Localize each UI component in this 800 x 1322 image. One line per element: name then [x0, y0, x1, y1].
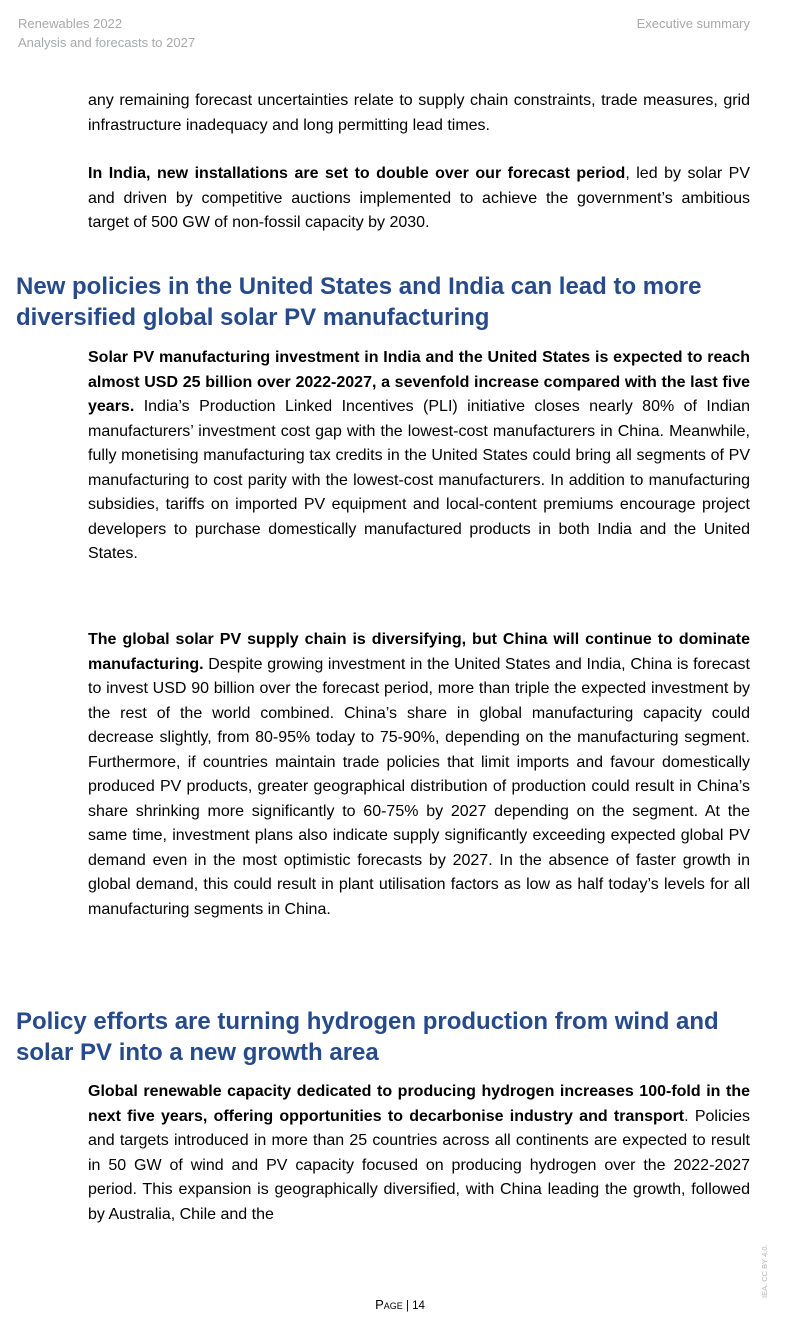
paragraph-3-lead: Solar PV manufacturing investment in India and the United States is expected to reach almost USD 25 billion over 2022-2027, a sevenfold increase compared with the last five years. [88, 349, 750, 415]
paragraph-2 [88, 162, 750, 236]
paragraph-2-text: , led by solar PV and driven by competitive auctions implemented to achieve the government’s ambitious target of 500 GW of non-fossil capacity by 2030. [88, 165, 751, 231]
section-heading-solar-pv: New policies in the United States and India can lead to more diversified global solar PV manufacturing [16, 273, 702, 331]
section-name: Executive summary [636, 16, 750, 31]
paragraph-3 [88, 346, 750, 567]
paragraph-2-lead: In India, new installations are set to double over our forecast period [88, 165, 626, 182]
paragraph-5-lead: Global renewable capacity dedicated to producing hydrogen increases 100-fold in the next five years, offering opportunities to decarbonise industry and transport [88, 1083, 750, 1125]
page-number-value: 14 [412, 1300, 425, 1312]
page-separator: | [402, 1300, 413, 1312]
paragraph-5-text: . Policies and targets introduced in more than 25 countries across all continents are expected to result in 50 GW of wind and PV capacity focused on producing hydrogen over the 2022-2027 period. This expansion is geographically diversified, with China leading the growth, followed by Australia, Chile and the [88, 1107, 750, 1223]
doc-title: Renewables 2022 [18, 16, 123, 31]
page-number [0, 1297, 800, 1312]
paragraph-1 [88, 89, 750, 138]
paragraph-4 [88, 628, 750, 922]
license-notice: IEA. CC BY 4.0. [760, 1244, 769, 1298]
paragraph-3-text: India’s Production Linked Incentives (PLI) initiative closes nearly 80% of Indian manufacturers’ investment cost gap with the lowest-cost manufacturers in China. Meanwhile, fully monetising manufacturing tax credits in the United States could bring all segments of PV manufacturing to cost parity with the lowest-cost manufacturers. In addition to manufacturing subsidies, tariffs on imported PV equipment and local-content premiums encourage project developers to purchase domestically manufactured products in both India and the United States. [88, 398, 750, 562]
paragraph-1-text: any remaining forecast uncertainties relate to supply chain constraints, trade measures, grid infrastructure inadequacy and long permitting lead times. [88, 92, 750, 134]
paragraph-4-text: Despite growing investment in the United States and India, China is forecast to invest USD 90 billion over the forecast period, more than triple the expected investment by the rest of the world combined. China’s share in global manufacturing capacity could decrease slightly, from 80-95% today to 75-90%, depending on the manufacturing segment. Furthermore, if countries maintain trade policies that limit imports and favour domestically produced PV products, greater geographical distribution of production could result in China’s share shrinking more significantly to 60-75% by 2027 depending on the segment. At the same time, investment plans also indicate supply significantly exceeding expected global PV demand even in the most optimistic forecasts by 2027. In the absence of faster growth in global demand, this could result in plant utilisation factors as low as half today’s levels for all manufacturing segments in China. [88, 655, 750, 918]
page-label: Page [375, 1297, 403, 1312]
doc-subtitle: Analysis and forecasts to 2027 [18, 35, 196, 50]
paragraph-5 [88, 1080, 750, 1227]
section-heading-hydrogen: Policy efforts are turning hydrogen production from wind and solar PV into a new growth area [16, 1008, 719, 1066]
paragraph-4-lead: The global solar PV supply chain is diversifying, but China will continue to dominate manufacturing. [88, 631, 750, 673]
running-header [18, 14, 195, 52]
